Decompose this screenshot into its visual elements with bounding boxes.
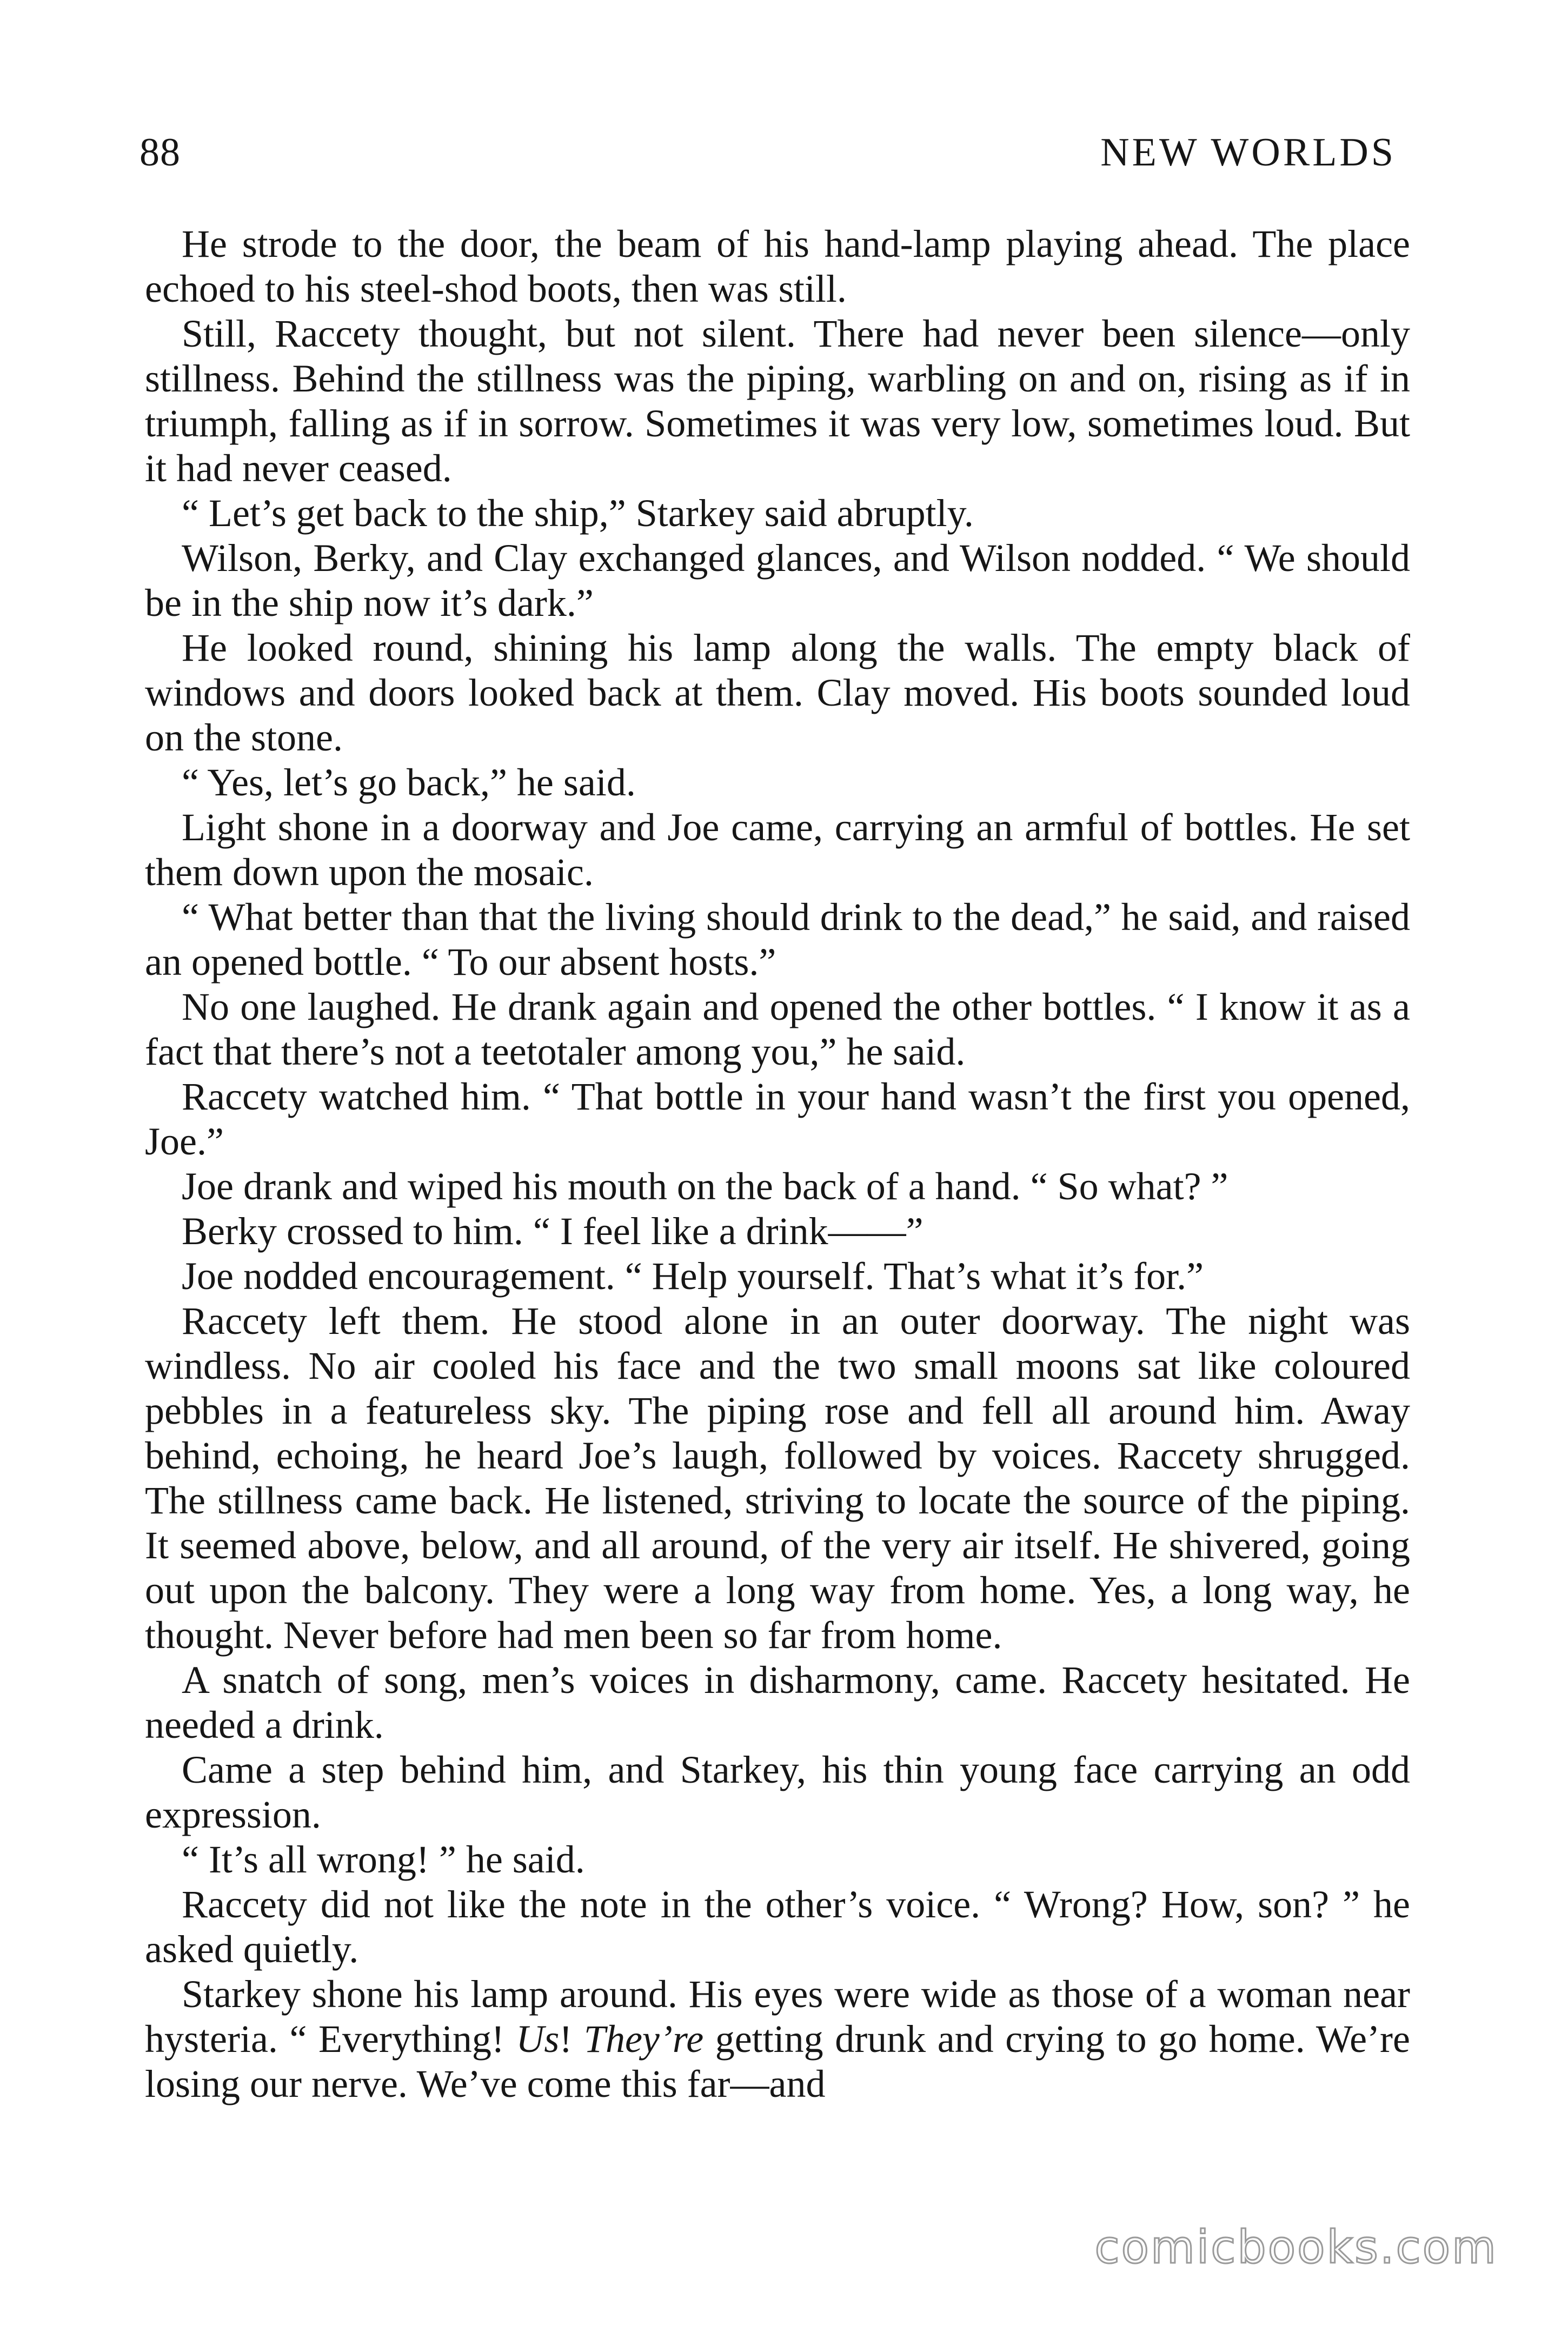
paragraph: He looked round, shining his lamp along the walls. The empty black of windows and doors looked back at them. Clay moved. His boots sounded loud on the stone. [145,626,1410,759]
paragraph: Berky crossed to him. “ I feel like a drink——” [182,1210,923,1253]
paragraph: Raccety left them. He stood alone in an outer doorway. The night was windless. No air cooled his face and the two small moons sat like coloured pebbles in a featureless sky. The piping rose and fell all around him. Away behind, echoing, he heard Joe’s laugh, followed by voices. Raccety shrugged. The stillness came back. He listened, striving to locate the source of the piping. It seemed above, below, and all around, of the very air itself. He shivered, going out upon the balcony. They were a long way from home. Yes, a long way, he thought. Never before had men been so far from home. [145,1299,1410,1657]
paragraph: Raccety did not like the note in the other’s voice. “ Wrong? How, son? ” he asked quietly. [145,1883,1410,1971]
paragraph: No one laughed. He drank again and opened the other bottles. “ I know it as a fact that there’s not a teetotaler among you,” he said. [145,985,1410,1073]
paragraph: Raccety watched him. “ That bottle in your hand wasn’t the first you opened, Joe.” [145,1075,1410,1163]
italic-text: They’re [583,2017,704,2061]
italic-text: Us [516,2017,560,2061]
paragraph: Wilson, Berky, and Clay exchanged glances, and Wilson nodded. “ We should be in the ship now it’s dark.” [145,536,1410,625]
paragraph: “ Yes, let’s go back,” he said. [182,761,636,804]
running-head: NEW WORLDS [1100,130,1396,175]
paragraph: Joe nodded encouragement. “ Help yourself. That’s what it’s for.” [182,1254,1204,1298]
text-run: ! [559,2017,584,2061]
paragraph: “ It’s all wrong! ” he said. [182,1838,585,1881]
paragraph: He strode to the door, the beam of his hand-lamp playing ahead. The place echoed to his steel-shod boots, then was still. [145,222,1410,310]
paragraph: “ Let’s get back to the ship,” Starkey said abruptly. [182,491,974,535]
page-number: 88 [139,130,181,175]
page-header [139,130,1396,184]
paragraph: Joe drank and wiped his mouth on the back of a hand. “ So what? ” [182,1165,1228,1208]
paragraph: Came a step behind him, and Starkey, his thin young face carrying an odd expression. [145,1748,1410,1836]
paragraph: A snatch of song, men’s voices in disharmony, came. Raccety hesitated. He needed a drink. [145,1658,1410,1746]
paragraph: Still, Raccety thought, but not silent. There had never been silence—only stillness. Behind the stillness was the piping, warbling on and on, rising as if in triumph, falling as if in sorrow. Sometimes it was very low, sometimes loud. But it had never ceased. [145,312,1410,490]
paragraph: Light shone in a doorway and Joe came, carrying an armful of bottles. He set them down upon the mosaic. [145,806,1410,894]
paragraph: “ What better than that the living should drink to the dead,” he said, and raised an opened bottle. “ To our absent hosts.” [145,895,1410,984]
last-paragraph [145,1972,1410,2107]
text-run: Starkey shone his lamp around. His eyes were wide as those of a woman near hysteria. “ Everything! [145,1972,1410,2061]
body-text [145,222,1410,2107]
site-watermark: comicbooks.com [1094,2221,1498,2274]
text-run: getting drunk and crying to go home. We’re losing our nerve. We’ve come this far—and [145,2017,1410,2105]
